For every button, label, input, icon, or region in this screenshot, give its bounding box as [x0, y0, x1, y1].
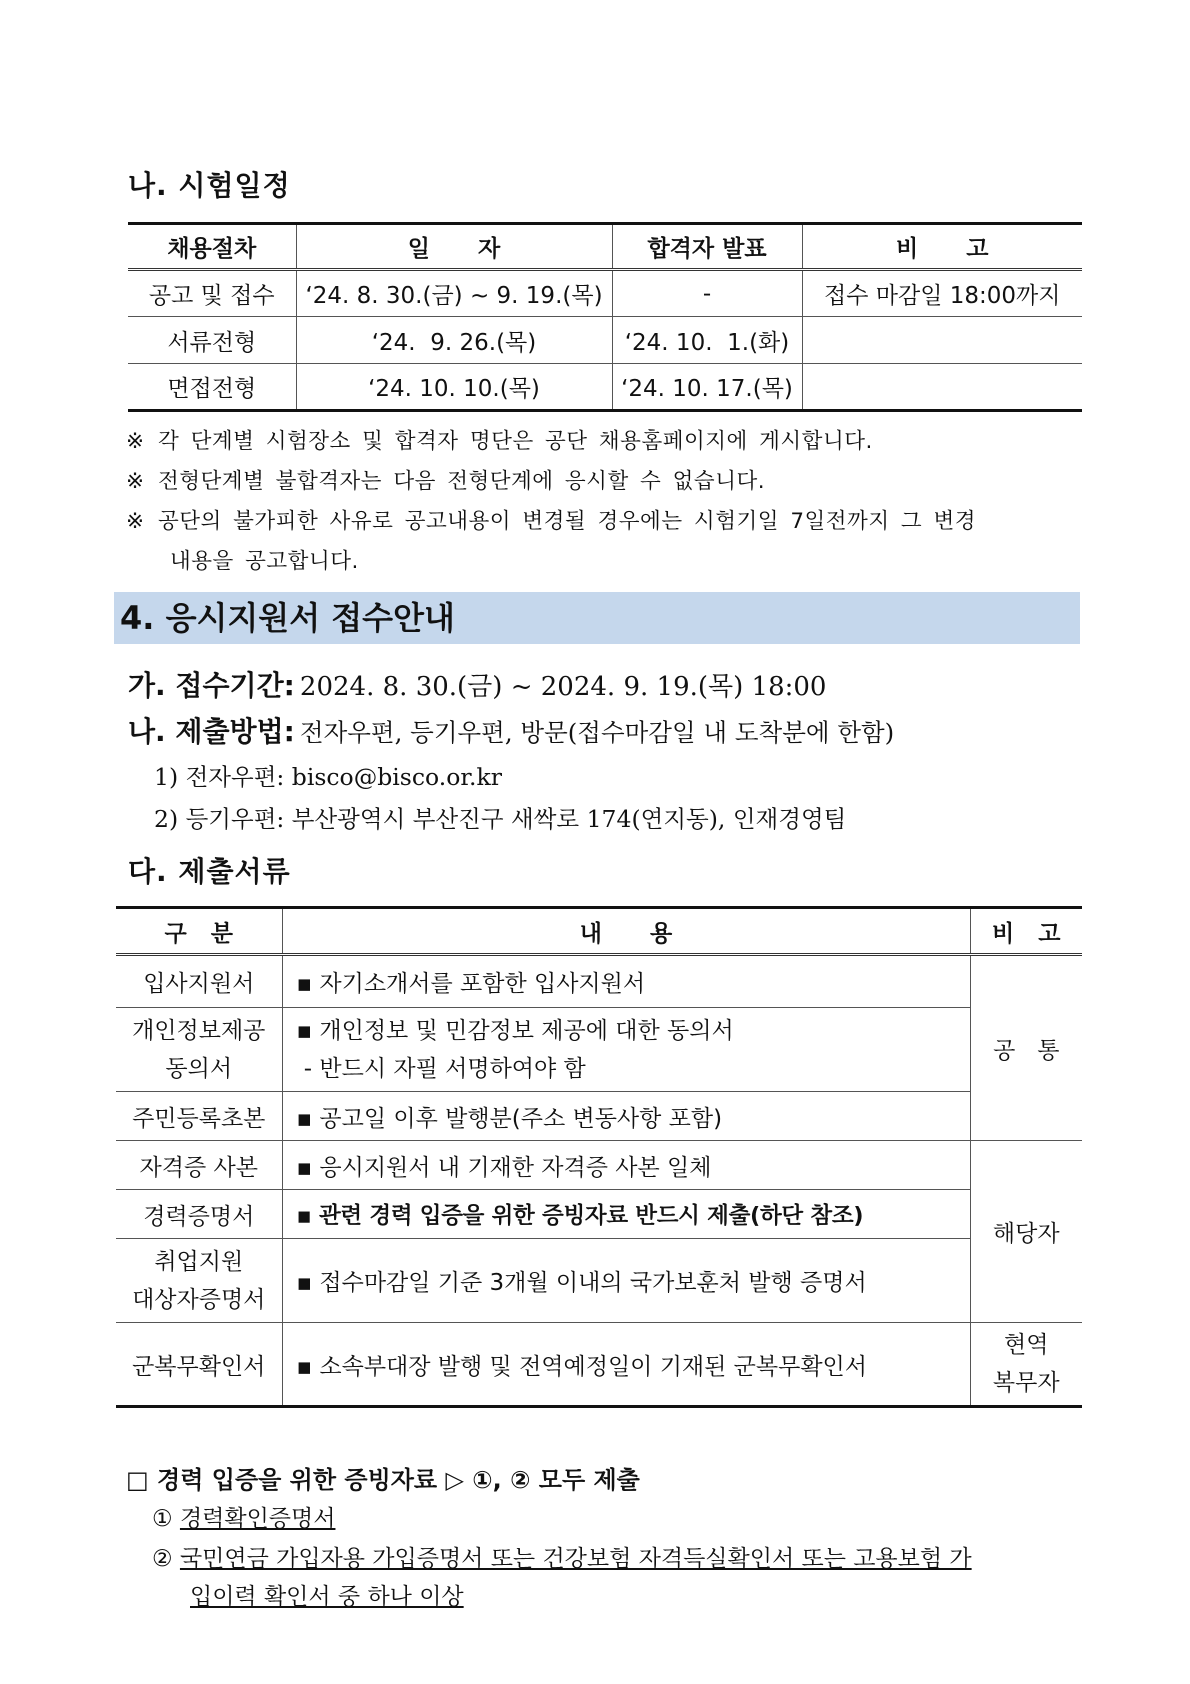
- schedule-cell: [802, 364, 1082, 411]
- schedule-heading: 나. 시험일정: [128, 169, 291, 202]
- schedule-cell: ‘24. 10. 1.(화): [612, 317, 802, 364]
- schedule-cell: 면접전형: [128, 364, 296, 411]
- section-4-title: 4. 응시지원서 접수안내: [114, 592, 1080, 644]
- schedule-row: [128, 270, 1082, 317]
- doc-name: 자격증 사본: [116, 1141, 282, 1190]
- docs-heading: 다. 제출서류: [128, 855, 291, 888]
- doc-remark: 공 통: [970, 955, 1082, 1141]
- note-mark: ※: [126, 469, 145, 494]
- evidence-item-text: ② 국민연금 가입자용 가입증명서 또는 건강보험 자격득실확인서 또는 고용보험 가: [152, 1546, 972, 1572]
- method-item-mail: 2) 등기우편: 부산광역시 부산진구 새싹로 174(연지동), 인재경영팀: [154, 805, 847, 833]
- doc-name: 경력증명서: [116, 1190, 282, 1239]
- evidence-item-continued: 입이력 확인서 중 하나 이상: [190, 1584, 464, 1610]
- schedule-cell: ‘24. 8. 30.(금) ~ 9. 19.(목): [296, 270, 612, 317]
- method-value: 전자우편, 등기우편, 방문(접수마감일 내 도착분에 한함): [299, 718, 895, 747]
- schedule-header-cell: 합격자 발표: [612, 224, 802, 270]
- docs-row: [116, 1141, 1082, 1190]
- schedule-cell: [802, 317, 1082, 364]
- doc-content: ▪ 접수마감일 기준 3개월 이내의 국가보훈처 발행 증명서: [282, 1239, 970, 1323]
- docs-header-row: [116, 908, 1082, 955]
- note-mark: ※: [126, 429, 145, 454]
- docs-row: [116, 1008, 1082, 1092]
- doc-name: 주민등록초본: [116, 1092, 282, 1141]
- schedule-header-cell: 일 자: [296, 224, 612, 270]
- period-label: 가. 접수기간:: [128, 669, 295, 702]
- schedule-row: [128, 364, 1082, 411]
- docs-header-cell: 구 분: [116, 908, 282, 955]
- schedule-note: [126, 462, 765, 502]
- evidence-item-text: ① 경력확인증명서: [152, 1506, 336, 1532]
- docs-row: [116, 955, 1082, 1008]
- note-text: 공단의 불가피한 사유로 공고내용이 변경될 경우에는 시험기일 7일전까지 그 변경: [158, 509, 977, 534]
- doc-content: ▪ 응시지원서 내 기재한 자격증 사본 일체: [282, 1141, 970, 1190]
- schedule-note: [126, 502, 976, 542]
- schedule-cell: 접수 마감일 18:00까지: [802, 270, 1082, 317]
- schedule-header-cell: 채용절차: [128, 224, 296, 270]
- doc-name: 취업지원 대상자증명서: [116, 1239, 282, 1323]
- doc-remark: 현역 복무자: [970, 1323, 1082, 1407]
- evidence-heading: □ 경력 입증을 위한 증빙자료 ▷ ①, ② 모두 제출: [126, 1466, 640, 1494]
- schedule-cell: 서류전형: [128, 317, 296, 364]
- schedule-cell: ‘24. 10. 10.(목): [296, 364, 612, 411]
- doc-content: ▪ 공고일 이후 발행분(주소 변동사항 포함): [282, 1092, 970, 1141]
- period-line: [128, 664, 826, 704]
- doc-name: 군복무확인서: [116, 1323, 282, 1407]
- schedule-note: [126, 422, 873, 462]
- note-text: 전형단계별 불합격자는 다음 전형단계에 응시할 수 없습니다.: [158, 469, 766, 494]
- period-value: 2024. 8. 30.(금) ~ 2024. 9. 19.(목) 18:00: [299, 672, 827, 702]
- doc-content: ▪ 자기소개서를 포함한 입사지원서: [282, 955, 970, 1008]
- method-item-email: 1) 전자우편: bisco@bisco.or.kr: [154, 763, 502, 791]
- doc-content: ▪ 관련 경력 입증을 위한 증빙자료 반드시 제출(하단 참조): [282, 1190, 970, 1239]
- docs-row: [116, 1239, 1082, 1323]
- docs-row: [116, 1190, 1082, 1239]
- docs-header-cell: 내 용: [282, 908, 970, 955]
- docs-header-cell: 비 고: [970, 908, 1082, 955]
- doc-content: ▪ 소속부대장 발행 및 전역예정일이 기재된 군복무확인서: [282, 1323, 970, 1407]
- doc-content: ▪ 개인정보 및 민감정보 제공에 대한 동의서 - 반드시 자필 서명하여야 함: [282, 1008, 970, 1092]
- schedule-table: [128, 222, 1082, 412]
- schedule-header-cell: 비 고: [802, 224, 1082, 270]
- docs-row: [116, 1092, 1082, 1141]
- evidence-item: [152, 1500, 335, 1533]
- schedule-row: [128, 317, 1082, 364]
- schedule-cell: -: [612, 270, 802, 317]
- evidence-item: [152, 1540, 972, 1573]
- schedule-cell: ‘24. 9. 26.(목): [296, 317, 612, 364]
- doc-name: 개인정보제공 동의서: [116, 1008, 282, 1092]
- doc-name: 입사지원서: [116, 955, 282, 1008]
- docs-row: [116, 1323, 1082, 1407]
- note-mark: ※: [126, 509, 145, 534]
- schedule-note-continued: 내용을 공고합니다.: [170, 549, 359, 574]
- schedule-cell: ‘24. 10. 17.(목): [612, 364, 802, 411]
- doc-remark: 해당자: [970, 1141, 1082, 1323]
- docs-table: [116, 906, 1082, 1408]
- schedule-header-row: [128, 224, 1082, 270]
- method-label: 나. 제출방법:: [128, 715, 295, 748]
- note-text: 각 단계별 시험장소 및 합격자 명단은 공단 채용홈페이지에 게시합니다.: [158, 429, 873, 454]
- method-line: [128, 710, 894, 750]
- schedule-cell: 공고 및 접수: [128, 270, 296, 317]
